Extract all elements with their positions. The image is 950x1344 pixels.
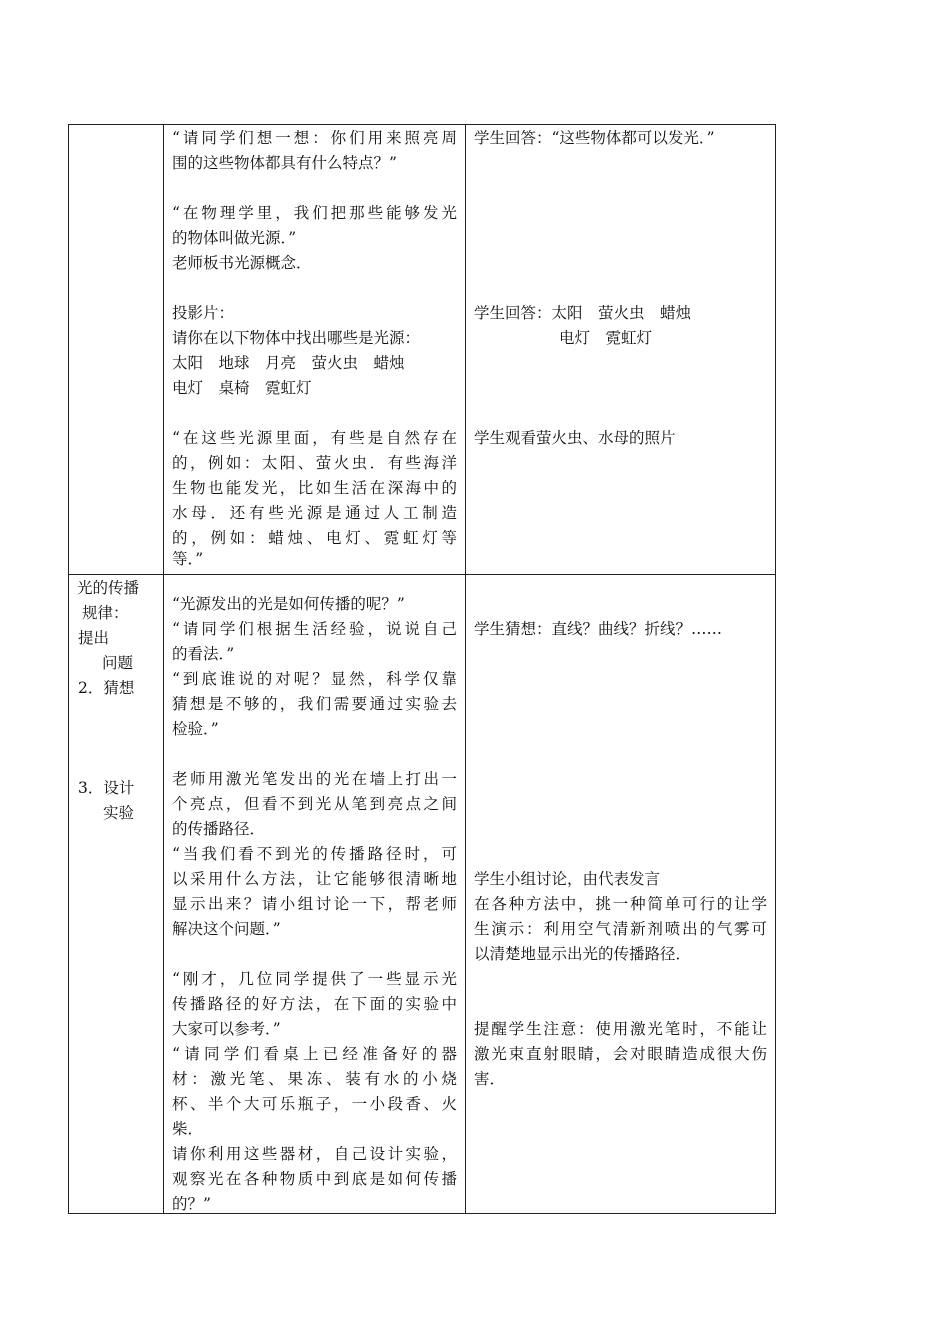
text-line: 个亮点，但看不到光从笔到亮点之间 <box>172 795 457 813</box>
text-line: 的？” <box>172 1195 211 1213</box>
text-line: 学生猜想：直线？曲线？折线？…… <box>474 620 723 638</box>
text-line: 学生回答：“这些物体都可以发光．” <box>474 129 715 147</box>
text-line: 解决这个问题．” <box>172 920 281 938</box>
text-line: 学生小组讨论，由代表发言 <box>474 870 661 888</box>
text-line: 以清楚地显示出光的传播路径． <box>474 945 692 963</box>
text-line: “在这些光源里面，有些是自然存在 <box>172 429 457 447</box>
text-line: 以采用什么方法，让它能够很清晰地 <box>172 870 457 888</box>
text-line: 学生回答：太阳 萤火虫 蜡烛 <box>474 304 692 322</box>
text-line: “请同学们根据生活经验，说说自己 <box>172 620 457 638</box>
text-line: 实验 <box>103 804 135 822</box>
text-line: 问题 <box>102 654 134 672</box>
text-line: 电灯 桌椅 霓虹灯 <box>172 379 312 397</box>
text-line: 围的这些物体都具有什么特点？” <box>172 154 397 172</box>
column-divider-2 <box>465 125 466 1213</box>
text-line: 的看法．” <box>172 645 235 663</box>
text-line: 检验．” <box>172 720 219 738</box>
text-line: 学生观看萤火虫、水母的照片 <box>474 429 676 447</box>
text-line: 杯、半个大可乐瓶子，一小段香、火 <box>172 1095 457 1113</box>
text-line: “在物理学里，我们把那些能够发光 <box>172 204 457 222</box>
text-line: 老师用激光笔发出的光在墙上打出一 <box>172 770 457 788</box>
text-line: 提出 <box>78 629 110 647</box>
text-line: 的传播路径． <box>172 820 266 838</box>
text-line: 请你利用这些器材，自己设计实验， <box>172 1145 457 1163</box>
text-line: 水母．还有些光源是通过人工制造 <box>172 504 457 522</box>
text-line: “到底谁说的对呢？显然，科学仅靠 <box>172 670 457 688</box>
text-line: 2．猜想 <box>78 679 135 697</box>
text-line: 猜想是不够的，我们需要通过实验去 <box>172 695 457 713</box>
text-line: 太阳 地球 月亮 萤火虫 蜡烛 <box>172 354 405 372</box>
text-line: 的物体叫做光源．” <box>172 229 297 247</box>
text-line: 的，例如：蜡烛、电灯、霓虹灯等 <box>172 529 457 547</box>
text-line: 材：激光笔、果冻、装有水的小烧 <box>172 1070 457 1088</box>
row-divider <box>69 574 775 575</box>
text-line: 柴． <box>172 1120 204 1138</box>
text-line: 投影片： <box>172 304 235 322</box>
text-line: 在各种方法中，挑一种简单可行的让学 <box>474 895 767 913</box>
text-line: 激光束直射眼睛，会对眼睛造成很大伤 <box>474 1045 767 1063</box>
text-line: 电灯 霓虹灯 <box>559 329 653 347</box>
text-line: 害． <box>474 1070 506 1088</box>
text-line: 生物也能发光，比如生活在深海中的 <box>172 479 457 497</box>
text-line: “请同学们想一想：你们用来照亮周 <box>172 129 457 147</box>
text-line: 大家可以参考．” <box>172 1020 281 1038</box>
text-line: “光源发出的光是如何传播的呢？” <box>172 595 405 613</box>
text-line: “当我们看不到光的传播路径时，可 <box>172 845 457 863</box>
text-line: 老师板书光源概念． <box>172 254 312 272</box>
text-line: 等．” <box>172 550 204 568</box>
text-line: 提醒学生注意：使用激光笔时，不能让 <box>474 1020 767 1038</box>
text-line: 的，例如：太阳、萤火虫．有些海洋 <box>172 454 457 472</box>
text-line: 传播路径的好方法，在下面的实验中 <box>172 995 457 1013</box>
text-line: 请你在以下物体中找出哪些是光源： <box>172 329 421 347</box>
text-line: 3．设计 <box>78 779 135 797</box>
text-line: “请同学们看桌上已经准备好的器 <box>172 1045 457 1063</box>
text-line: 生演示：利用空气清新剂喷出的气雾可 <box>474 920 767 938</box>
text-line: 光的传播 <box>77 579 140 597</box>
text-line: 规律： <box>82 604 129 622</box>
text-line: “刚才，几位同学提供了一些显示光 <box>172 970 457 988</box>
column-divider-1 <box>163 125 164 1213</box>
text-line: 显示出来？请小组讨论一下，帮老师 <box>172 895 457 913</box>
text-line: 观察光在各种物质中到底是如何传播 <box>172 1170 457 1188</box>
